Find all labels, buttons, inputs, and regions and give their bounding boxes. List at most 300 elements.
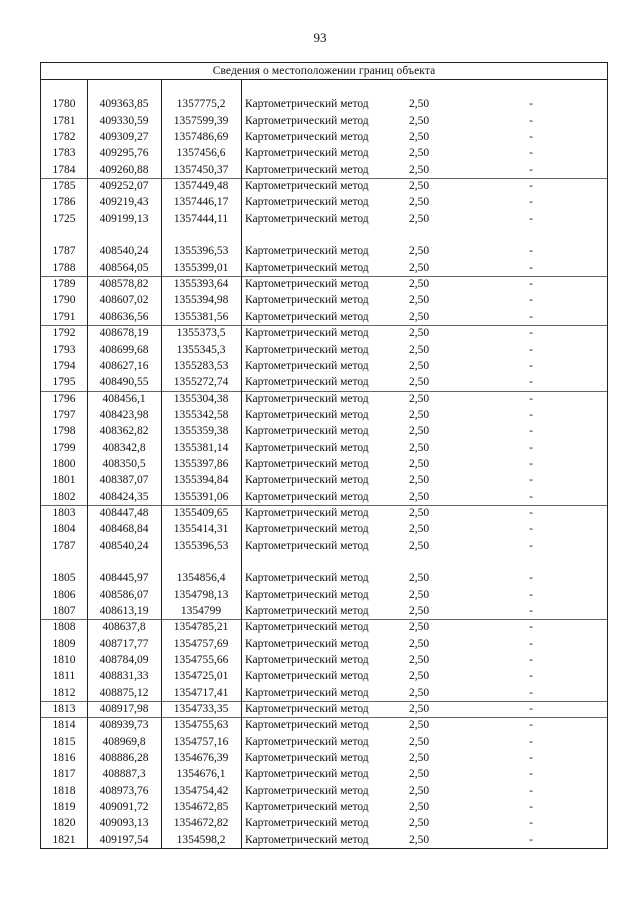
x-coordinate: 408586,07 (99, 588, 149, 601)
method-label: Картометрический метод (245, 131, 369, 144)
method-label: Картометрический метод (245, 196, 369, 209)
table-row (41, 325, 607, 341)
accuracy-value: 2,50 (408, 327, 430, 340)
empty-value-dash: - (529, 294, 533, 307)
accuracy-value: 2,50 (408, 801, 430, 814)
point-number: 1786 (52, 196, 76, 209)
empty-value-dash: - (529, 212, 533, 225)
accuracy-value: 2,50 (408, 408, 430, 421)
point-number: 1784 (52, 163, 76, 176)
table-row (41, 766, 607, 782)
point-number: 1793 (52, 343, 76, 356)
y-coordinate: 1354755,66 (173, 654, 229, 667)
empty-value-dash: - (529, 752, 533, 765)
accuracy-value: 2,50 (408, 621, 430, 634)
point-number: 1794 (52, 359, 76, 372)
accuracy-value: 2,50 (408, 261, 430, 274)
method-label: Картометрический метод (245, 261, 369, 274)
y-coordinate: 1354676,39 (173, 752, 229, 765)
table-row (41, 96, 607, 112)
table-row (41, 309, 607, 325)
accuracy-value: 2,50 (408, 392, 430, 405)
accuracy-value: 2,50 (408, 605, 430, 617)
x-coordinate: 408350,5 (102, 457, 146, 470)
empty-value-dash: - (529, 784, 533, 797)
empty-value-dash: - (529, 703, 533, 716)
point-number: 1817 (52, 768, 76, 781)
y-coordinate: 1355396,53 (173, 539, 229, 552)
accuracy-value: 2,50 (408, 294, 430, 307)
point-number: 1787 (52, 245, 76, 258)
table-row (41, 685, 607, 701)
x-coordinate: 408564,05 (99, 261, 149, 274)
x-coordinate: 408886,28 (99, 752, 149, 765)
y-coordinate: 1355394,84 (173, 474, 229, 487)
x-coordinate: 408468,84 (99, 523, 149, 536)
table-row (41, 342, 607, 358)
group-spacer (41, 554, 607, 570)
y-coordinate: 1354856,4 (176, 572, 226, 585)
accuracy-value: 2,50 (408, 376, 430, 389)
method-label: Картометрический метод (245, 343, 369, 356)
method-label: Картометрический метод (245, 654, 369, 667)
group-spacer (41, 227, 607, 243)
table-row (41, 603, 607, 619)
column-divider (241, 79, 242, 849)
point-number: 1811 (52, 670, 76, 683)
y-coordinate: 1355399,01 (173, 261, 229, 274)
y-coordinate: 1355414,31 (173, 523, 229, 536)
method-label: Картометрический метод (245, 327, 369, 340)
empty-value-dash: - (529, 408, 533, 421)
accuracy-value: 2,50 (408, 523, 430, 536)
point-number: 1804 (52, 523, 76, 536)
x-coordinate: 409199,13 (99, 212, 149, 225)
point-number: 1781 (52, 114, 76, 127)
y-coordinate: 1354733,35 (173, 703, 229, 716)
table-row (41, 570, 607, 586)
y-coordinate: 1355409,65 (173, 506, 229, 519)
y-coordinate: 1354754,42 (173, 784, 229, 797)
table-row (41, 374, 607, 390)
y-coordinate: 1357446,17 (173, 196, 229, 209)
point-number: 1788 (52, 261, 76, 274)
method-label: Картометрический метод (245, 359, 369, 372)
accuracy-value: 2,50 (408, 457, 430, 470)
table-row (41, 783, 607, 799)
x-coordinate: 409295,76 (99, 147, 149, 160)
point-number: 1789 (52, 278, 76, 291)
page-number: 93 (313, 30, 327, 45)
y-coordinate: 1355391,06 (173, 490, 229, 503)
method-label: Картометрический метод (245, 457, 369, 470)
point-number: 1803 (52, 506, 76, 519)
accuracy-value: 2,50 (408, 637, 430, 650)
table-row (41, 391, 607, 407)
x-coordinate: 408717,77 (99, 637, 149, 650)
x-coordinate: 408887,3 (102, 768, 146, 781)
method-label: Картометрический метод (245, 801, 369, 814)
table-row (41, 619, 607, 635)
y-coordinate: 1354798,13 (173, 588, 229, 601)
table-row (41, 815, 607, 831)
empty-value-dash: - (529, 392, 533, 405)
empty-value-dash: - (529, 523, 533, 536)
accuracy-value: 2,50 (408, 278, 430, 291)
table-row (41, 194, 607, 210)
method-label: Картометрический метод (245, 294, 369, 307)
accuracy-value: 2,50 (408, 245, 430, 258)
method-label: Картометрический метод (245, 408, 369, 421)
table-row (41, 505, 607, 521)
x-coordinate: 409260,88 (99, 163, 149, 176)
point-number: 1818 (52, 784, 76, 797)
table-row (41, 521, 607, 537)
y-coordinate: 1357486,69 (173, 131, 229, 144)
point-number: 1799 (52, 441, 76, 454)
point-number: 1807 (52, 605, 76, 617)
point-number: 1725 (52, 212, 76, 225)
accuracy-value: 2,50 (408, 180, 430, 193)
empty-value-dash: - (529, 131, 533, 144)
x-coordinate: 408578,82 (99, 278, 149, 291)
table-row (41, 423, 607, 439)
x-coordinate: 408540,24 (99, 539, 149, 552)
x-coordinate: 408831,33 (99, 670, 149, 683)
table-row (41, 407, 607, 423)
x-coordinate: 408627,16 (99, 359, 149, 372)
table-row (41, 750, 607, 766)
empty-value-dash: - (529, 147, 533, 160)
x-coordinate: 409093,13 (99, 817, 149, 830)
x-coordinate: 408362,82 (99, 425, 149, 438)
y-coordinate: 1355272,74 (173, 376, 229, 389)
column-divider (87, 79, 88, 849)
empty-value-dash: - (529, 196, 533, 209)
table-row (41, 734, 607, 750)
point-number: 1806 (52, 588, 76, 601)
empty-value-dash: - (529, 359, 533, 372)
table-title: Сведения о местоположении границ объекта (41, 63, 607, 80)
accuracy-value: 2,50 (408, 670, 430, 683)
empty-value-dash: - (529, 343, 533, 356)
empty-value-dash: - (529, 457, 533, 470)
y-coordinate: 1355381,14 (173, 441, 229, 454)
accuracy-value: 2,50 (408, 654, 430, 667)
accuracy-value: 2,50 (408, 163, 430, 176)
table-row (41, 162, 607, 178)
table-row (41, 145, 607, 161)
method-label: Картометрический метод (245, 735, 369, 748)
accuracy-value: 2,50 (408, 425, 430, 438)
empty-value-dash: - (529, 686, 533, 699)
empty-value-dash: - (529, 735, 533, 748)
empty-value-dash: - (529, 474, 533, 487)
table-row (41, 636, 607, 652)
empty-value-dash: - (529, 114, 533, 127)
point-number: 1800 (52, 457, 76, 470)
empty-value-dash: - (529, 637, 533, 650)
empty-value-dash: - (529, 245, 533, 258)
method-label: Картометрический метод (245, 180, 369, 193)
x-coordinate: 408678,19 (99, 327, 149, 340)
empty-value-dash: - (529, 654, 533, 667)
accuracy-value: 2,50 (408, 506, 430, 519)
empty-value-dash: - (529, 98, 533, 111)
table-row (41, 701, 607, 717)
empty-value-dash: - (529, 588, 533, 601)
empty-value-dash: - (529, 539, 533, 552)
method-label: Картометрический метод (245, 572, 369, 585)
x-coordinate: 409197,54 (99, 833, 149, 846)
point-number: 1816 (52, 752, 76, 765)
accuracy-value: 2,50 (408, 114, 430, 127)
x-coordinate: 408637,8 (102, 621, 146, 634)
x-coordinate: 408342,8 (102, 441, 146, 454)
point-number: 1787 (52, 539, 76, 552)
y-coordinate: 1354755,63 (173, 719, 229, 732)
table-row (41, 260, 607, 276)
method-label: Картометрический метод (245, 392, 369, 405)
point-number: 1801 (52, 474, 76, 487)
empty-value-dash: - (529, 327, 533, 340)
x-coordinate: 408875,12 (99, 686, 149, 699)
point-number: 1795 (52, 376, 76, 389)
method-label: Картометрический метод (245, 147, 369, 160)
coordinates-table (40, 62, 608, 849)
method-label: Картометрический метод (245, 637, 369, 650)
empty-value-dash: - (529, 163, 533, 176)
accuracy-value: 2,50 (408, 490, 430, 503)
method-label: Картометрический метод (245, 523, 369, 536)
accuracy-value: 2,50 (408, 131, 430, 144)
table-body (41, 80, 607, 849)
y-coordinate: 1354757,69 (173, 637, 229, 650)
x-coordinate: 408973,76 (99, 784, 149, 797)
point-number: 1798 (52, 425, 76, 438)
y-coordinate: 1355359,38 (173, 425, 229, 438)
method-label: Картометрический метод (245, 686, 369, 699)
y-coordinate: 1354785,21 (173, 621, 229, 634)
table-row (41, 489, 607, 505)
empty-value-dash: - (529, 180, 533, 193)
point-number: 1821 (52, 833, 76, 846)
point-number: 1782 (52, 131, 76, 144)
y-coordinate: 1355304,38 (173, 392, 229, 405)
point-number: 1783 (52, 147, 76, 160)
table-row (41, 717, 607, 733)
point-number: 1797 (52, 408, 76, 421)
point-number: 1812 (52, 686, 76, 699)
method-label: Картометрический метод (245, 506, 369, 519)
table-row (41, 292, 607, 308)
table-row (41, 832, 607, 849)
accuracy-value: 2,50 (408, 212, 430, 225)
y-coordinate: 1354757,16 (173, 735, 229, 748)
x-coordinate: 409309,27 (99, 131, 149, 144)
y-coordinate: 1355394,98 (173, 294, 229, 307)
point-number: 1802 (52, 490, 76, 503)
y-coordinate: 1357450,37 (173, 163, 229, 176)
x-coordinate: 408424,35 (99, 490, 149, 503)
x-coordinate: 408387,07 (99, 474, 149, 487)
y-coordinate: 1355393,64 (173, 278, 229, 291)
point-number: 1809 (52, 637, 76, 650)
point-number: 1814 (52, 719, 76, 732)
method-label: Картометрический метод (245, 490, 369, 503)
accuracy-value: 2,50 (408, 817, 430, 830)
y-coordinate: 1354598,2 (176, 833, 226, 846)
y-coordinate: 1355396,53 (173, 245, 229, 258)
point-number: 1810 (52, 654, 76, 667)
method-label: Картометрический метод (245, 588, 369, 601)
x-coordinate: 409363,85 (99, 98, 149, 111)
method-label: Картометрический метод (245, 163, 369, 176)
point-number: 1785 (52, 180, 76, 193)
accuracy-value: 2,50 (408, 196, 430, 209)
point-number: 1819 (52, 801, 76, 814)
y-coordinate: 1357775,2 (176, 98, 226, 111)
point-number: 1815 (52, 735, 76, 748)
point-number: 1780 (52, 98, 76, 111)
method-label: Картометрический метод (245, 670, 369, 683)
empty-value-dash: - (529, 605, 533, 617)
method-label: Картометрический метод (245, 719, 369, 732)
empty-value-dash: - (529, 310, 533, 323)
method-label: Картометрический метод (245, 474, 369, 487)
x-coordinate: 408423,98 (99, 408, 149, 421)
point-number: 1813 (52, 703, 76, 716)
method-label: Картометрический метод (245, 752, 369, 765)
accuracy-value: 2,50 (408, 752, 430, 765)
empty-value-dash: - (529, 572, 533, 585)
empty-value-dash: - (529, 768, 533, 781)
method-label: Картометрический метод (245, 768, 369, 781)
method-label: Картометрический метод (245, 784, 369, 797)
table-row (41, 358, 607, 374)
table-row (41, 652, 607, 668)
method-label: Картометрический метод (245, 833, 369, 846)
x-coordinate: 408636,56 (99, 310, 149, 323)
y-coordinate: 1355345,3 (176, 343, 226, 356)
table-row (41, 472, 607, 488)
table-row (41, 276, 607, 292)
accuracy-value: 2,50 (408, 735, 430, 748)
y-coordinate: 1354725,01 (173, 670, 229, 683)
x-coordinate: 408490,55 (99, 376, 149, 389)
method-label: Картометрический метод (245, 539, 369, 552)
empty-value-dash: - (529, 670, 533, 683)
group-spacer (41, 80, 607, 96)
empty-value-dash: - (529, 621, 533, 634)
x-coordinate: 409219,43 (99, 196, 149, 209)
x-coordinate: 409091,72 (99, 801, 149, 814)
table-row (41, 440, 607, 456)
table-row (41, 668, 607, 684)
point-number: 1820 (52, 817, 76, 830)
point-number: 1791 (52, 310, 76, 323)
y-coordinate: 1355373,5 (176, 327, 226, 340)
x-coordinate: 408969,8 (102, 735, 146, 748)
accuracy-value: 2,50 (408, 719, 430, 732)
table-row (41, 243, 607, 259)
x-coordinate: 408939,73 (99, 719, 149, 732)
accuracy-value: 2,50 (408, 539, 430, 552)
method-label: Картометрический метод (245, 114, 369, 127)
accuracy-value: 2,50 (408, 572, 430, 585)
y-coordinate: 1354799 (180, 605, 222, 617)
empty-value-dash: - (529, 376, 533, 389)
table-row (41, 799, 607, 815)
table-row (41, 587, 607, 603)
accuracy-value: 2,50 (408, 359, 430, 372)
empty-value-dash: - (529, 833, 533, 846)
method-label: Картометрический метод (245, 310, 369, 323)
accuracy-value: 2,50 (408, 588, 430, 601)
accuracy-value: 2,50 (408, 441, 430, 454)
y-coordinate: 1355342,58 (173, 408, 229, 421)
y-coordinate: 1357456,6 (176, 147, 226, 160)
x-coordinate: 408607,02 (99, 294, 149, 307)
method-label: Картометрический метод (245, 425, 369, 438)
point-number: 1796 (52, 392, 76, 405)
column-divider (161, 79, 162, 849)
empty-value-dash: - (529, 425, 533, 438)
table-row (41, 113, 607, 129)
y-coordinate: 1357444,11 (173, 212, 229, 225)
accuracy-value: 2,50 (408, 833, 430, 846)
x-coordinate: 408447,48 (99, 506, 149, 519)
method-label: Картометрический метод (245, 817, 369, 830)
empty-value-dash: - (529, 506, 533, 519)
method-label: Картометрический метод (245, 245, 369, 258)
y-coordinate: 1357449,48 (173, 180, 229, 193)
table-row (41, 456, 607, 472)
table-row (41, 538, 607, 554)
y-coordinate: 1355283,53 (173, 359, 229, 372)
empty-value-dash: - (529, 261, 533, 274)
accuracy-value: 2,50 (408, 98, 430, 111)
y-coordinate: 1357599,39 (173, 114, 229, 127)
point-number: 1790 (52, 294, 76, 307)
accuracy-value: 2,50 (408, 343, 430, 356)
accuracy-value: 2,50 (408, 147, 430, 160)
accuracy-value: 2,50 (408, 474, 430, 487)
x-coordinate: 408456,1 (102, 392, 146, 405)
x-coordinate: 408784,09 (99, 654, 149, 667)
empty-value-dash: - (529, 719, 533, 732)
x-coordinate: 408699,68 (99, 343, 149, 356)
method-label: Картометрический метод (245, 703, 369, 716)
point-number: 1805 (52, 572, 76, 585)
empty-value-dash: - (529, 817, 533, 830)
x-coordinate: 408445,97 (99, 572, 149, 585)
x-coordinate: 408613,19 (99, 605, 149, 617)
empty-value-dash: - (529, 490, 533, 503)
method-label: Картометрический метод (245, 98, 369, 111)
accuracy-value: 2,50 (408, 768, 430, 781)
accuracy-value: 2,50 (408, 310, 430, 323)
y-coordinate: 1354676,1 (176, 768, 226, 781)
method-label: Картометрический метод (245, 278, 369, 291)
empty-value-dash: - (529, 278, 533, 291)
method-label: Картометрический метод (245, 212, 369, 225)
x-coordinate: 408917,98 (99, 703, 149, 716)
y-coordinate: 1354672,85 (173, 801, 229, 814)
y-coordinate: 1355381,56 (173, 310, 229, 323)
method-label: Картометрический метод (245, 376, 369, 389)
table-row (41, 178, 607, 194)
